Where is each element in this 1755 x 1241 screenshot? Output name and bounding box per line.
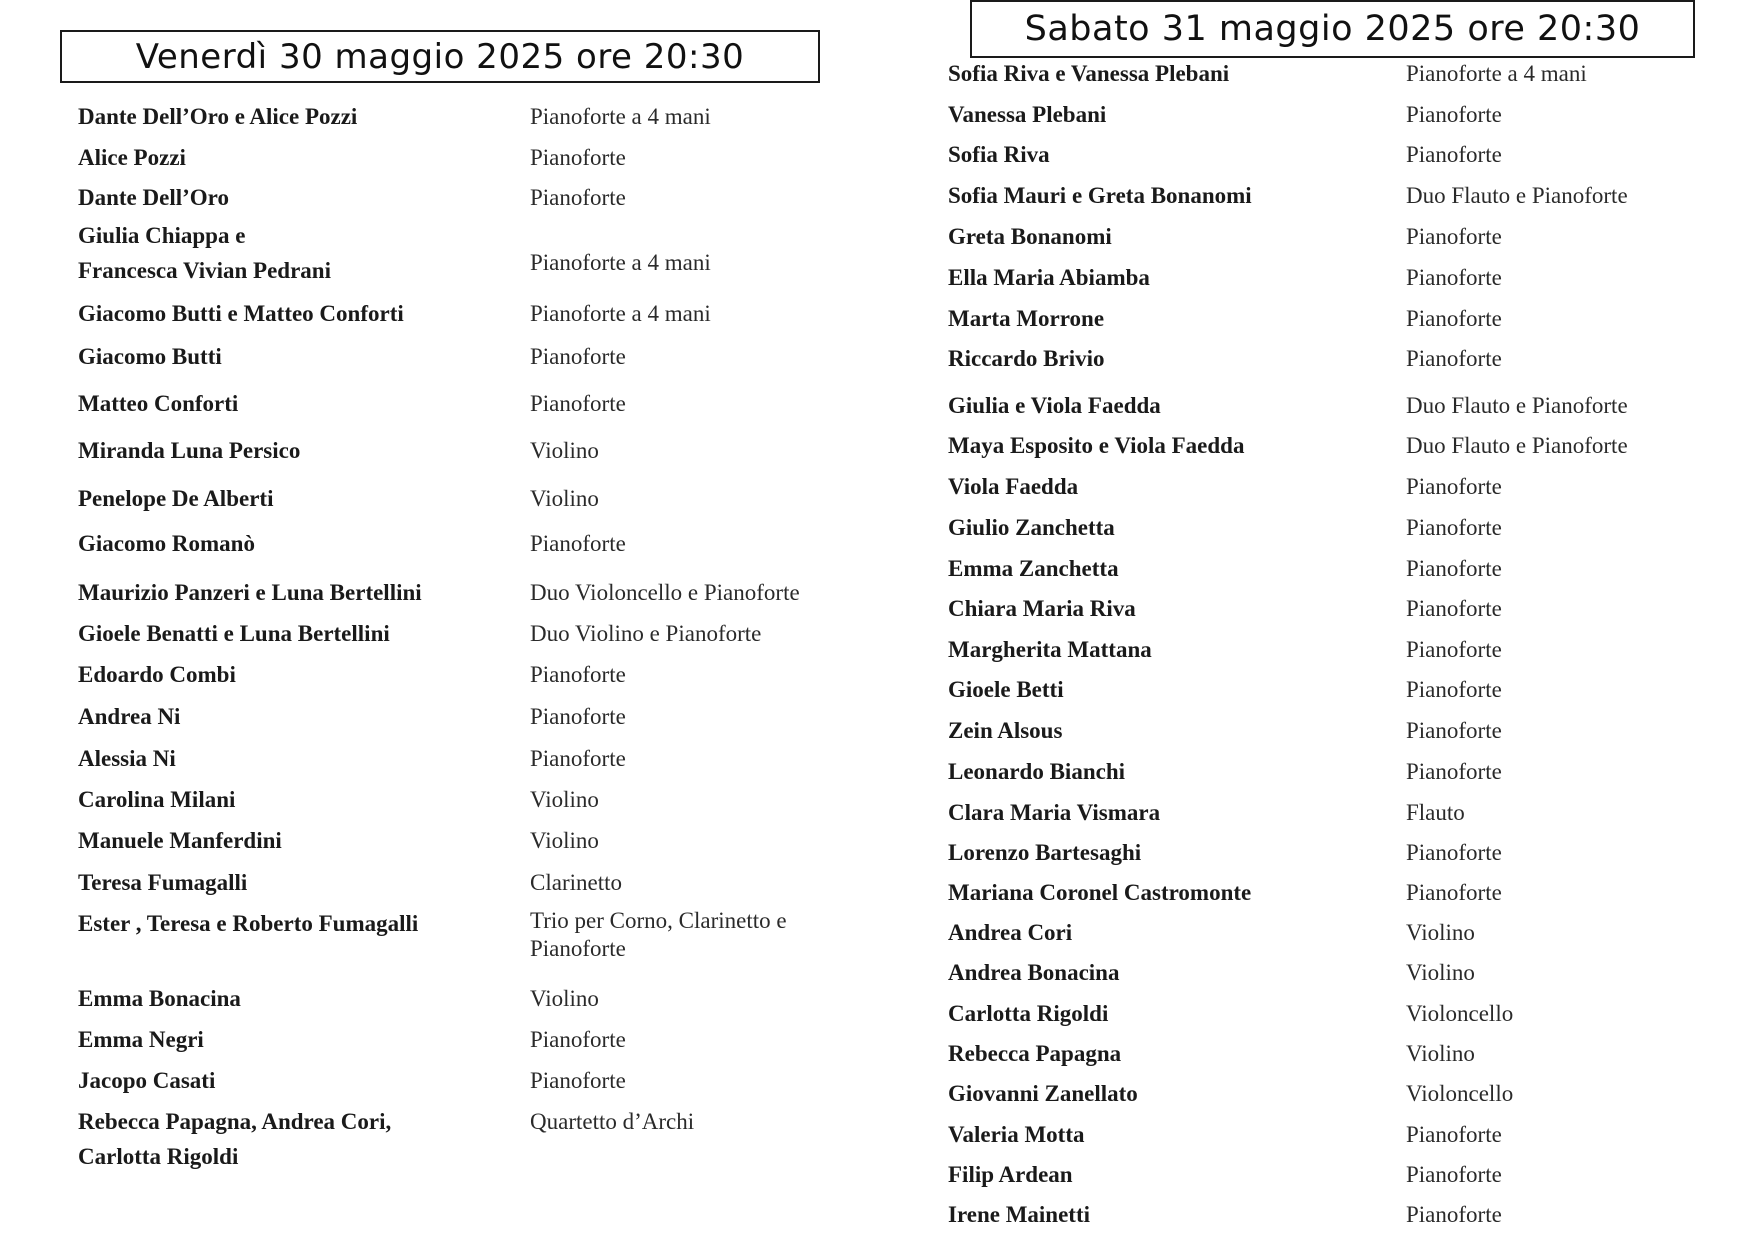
- instrument: Pianoforte: [530, 1027, 626, 1052]
- instrument: Duo Violino e Pianoforte: [530, 621, 762, 646]
- instrument: Pianoforte: [1406, 880, 1502, 905]
- performer-name: Teresa Fumagalli: [78, 870, 248, 895]
- instrument: Pianoforte: [1406, 306, 1502, 331]
- performer-name-line2: Francesca Vivian Pedrani: [78, 258, 331, 283]
- performer-name: Ella Maria Abiamba: [948, 265, 1150, 290]
- performer-name: Viola Faedda: [948, 474, 1079, 499]
- instrument: Pianoforte: [530, 185, 626, 210]
- performer-name: Alessia Ni: [78, 746, 176, 771]
- instrument: Pianoforte: [530, 746, 626, 771]
- instrument: Pianoforte: [1406, 1122, 1502, 1147]
- performer-name: Zein Alsous: [948, 718, 1063, 743]
- performer-name: Giulia e Viola Faedda: [948, 393, 1161, 418]
- instrument: Violino: [1406, 920, 1475, 945]
- performer-name: Dante Dell’Oro: [78, 185, 229, 210]
- instrument: Pianoforte: [530, 145, 626, 170]
- performer-name: Gioele Benatti e Luna Bertellini: [78, 621, 390, 646]
- performer-name: Leonardo Bianchi: [948, 759, 1126, 784]
- title-sabato: Sabato 31 maggio 2025 ore 20:30: [970, 0, 1695, 58]
- performer-name: Giulia Chiappa e: [78, 223, 246, 248]
- performer-name: Irene Mainetti: [948, 1202, 1091, 1227]
- instrument: Pianoforte: [1406, 596, 1502, 621]
- instrument: Pianoforte a 4 mani: [1406, 61, 1587, 86]
- performer-name: Emma Bonacina: [78, 986, 241, 1011]
- performer-name: Chiara Maria Riva: [948, 596, 1136, 621]
- performer-name: Clara Maria Vismara: [948, 800, 1161, 825]
- instrument: Clarinetto: [530, 870, 622, 895]
- performer-name: Riccardo Brivio: [948, 346, 1105, 371]
- performer-name: Emma Zanchetta: [948, 556, 1119, 581]
- instrument: Pianoforte: [1406, 637, 1502, 662]
- performer-name: Edoardo Combi: [78, 662, 236, 687]
- instrument: Violoncello: [1406, 1001, 1514, 1026]
- performer-name: Giulio Zanchetta: [948, 515, 1115, 540]
- instrument: Duo Flauto e Pianoforte: [1406, 393, 1628, 418]
- instrument: Pianoforte: [530, 391, 626, 416]
- instrument: Pianoforte: [1406, 1202, 1502, 1227]
- performer-name: Rebecca Papagna: [948, 1041, 1122, 1066]
- performer-name: Filip Ardean: [948, 1162, 1073, 1187]
- performer-name: Maurizio Panzeri e Luna Bertellini: [78, 580, 422, 605]
- performer-name: Gioele Betti: [948, 677, 1064, 702]
- instrument: Pianoforte: [1406, 677, 1502, 702]
- instrument: Pianoforte: [1406, 718, 1502, 743]
- instrument: Pianoforte: [1406, 346, 1502, 371]
- instrument: Pianoforte: [530, 704, 626, 729]
- instrument: Pianoforte a 4 mani: [530, 250, 711, 275]
- instrument: Pianoforte: [1406, 556, 1502, 581]
- performer-name: Dante Dell’Oro e Alice Pozzi: [78, 104, 358, 129]
- performer-name: Valeria Motta: [948, 1122, 1085, 1147]
- performer-name: Ester , Teresa e Roberto Fumagalli: [78, 911, 419, 936]
- instrument: Pianoforte: [1406, 224, 1502, 249]
- instrument: Pianoforte a 4 mani: [530, 104, 711, 129]
- performer-name: Matteo Conforti: [78, 391, 239, 416]
- instrument: Duo Flauto e Pianoforte: [1406, 183, 1628, 208]
- performer-name: Marta Morrone: [948, 306, 1105, 331]
- performer-name: Carolina Milani: [78, 787, 236, 812]
- performer-name: Giacomo Romanò: [78, 531, 255, 556]
- instrument: Violino: [1406, 1041, 1475, 1066]
- performer-name: Maya Esposito e Viola Faedda: [948, 433, 1245, 458]
- performer-name: Emma Negri: [78, 1027, 204, 1052]
- instrument: Pianoforte a 4 mani: [530, 301, 711, 326]
- instrument: Pianoforte: [1406, 840, 1502, 865]
- performer-name: Andrea Ni: [78, 704, 181, 729]
- performer-name: Miranda Luna Persico: [78, 438, 301, 463]
- instrument: Violino: [530, 986, 599, 1011]
- performer-name: Vanessa Plebani: [948, 102, 1107, 127]
- instrument: Quartetto d’Archi: [530, 1109, 695, 1134]
- performer-name: Giacomo Butti: [78, 344, 222, 369]
- performer-name-line2: Carlotta Rigoldi: [78, 1144, 239, 1169]
- performer-name: Penelope De Alberti: [78, 486, 274, 511]
- instrument: Pianoforte: [1406, 515, 1502, 540]
- performer-name: Alice Pozzi: [78, 145, 186, 170]
- instrument: Pianoforte: [1406, 142, 1502, 167]
- instrument: Flauto: [1406, 800, 1465, 825]
- performer-name: Giacomo Butti e Matteo Conforti: [78, 301, 404, 326]
- instrument: Pianoforte: [1406, 102, 1502, 127]
- instrument: Pianoforte: [1406, 474, 1502, 499]
- performer-name: Sofia Mauri e Greta Bonanomi: [948, 183, 1252, 208]
- performer-name: Sofia Riva: [948, 142, 1050, 167]
- instrument: Pianoforte: [1406, 759, 1502, 784]
- title-venerdi: Venerdì 30 maggio 2025 ore 20:30: [60, 30, 820, 83]
- performer-name: Lorenzo Bartesaghi: [948, 840, 1142, 865]
- instrument: Violino: [530, 486, 599, 511]
- performer-name: Mariana Coronel Castromonte: [948, 880, 1252, 905]
- performer-name: Sofia Riva e Vanessa Plebani: [948, 61, 1230, 86]
- instrument: Duo Violoncello e Pianoforte: [530, 580, 800, 605]
- instrument: Violino: [530, 438, 599, 463]
- performer-name: Andrea Cori: [948, 920, 1073, 945]
- instrument: Violino: [530, 828, 599, 853]
- instrument: Trio per Corno, Clarinetto e Pianoforte: [530, 908, 787, 961]
- performer-name: Jacopo Casati: [78, 1068, 216, 1093]
- performer-name: Giovanni Zanellato: [948, 1081, 1138, 1106]
- performer-name: Rebecca Papagna, Andrea Cori,: [78, 1109, 392, 1134]
- instrument: Violino: [530, 787, 599, 812]
- performer-name: Andrea Bonacina: [948, 960, 1120, 985]
- instrument: Pianoforte: [1406, 1162, 1502, 1187]
- instrument: Violino: [1406, 960, 1475, 985]
- instrument: Pianoforte: [530, 531, 626, 556]
- performer-name: Margherita Mattana: [948, 637, 1152, 662]
- instrument: Pianoforte: [1406, 265, 1502, 290]
- performer-name: Greta Bonanomi: [948, 224, 1112, 249]
- instrument: Pianoforte: [530, 1068, 626, 1093]
- instrument: Pianoforte: [530, 662, 626, 687]
- performer-name: Manuele Manferdini: [78, 828, 282, 853]
- instrument: Pianoforte: [530, 344, 626, 369]
- instrument: Duo Flauto e Pianoforte: [1406, 433, 1628, 458]
- instrument: Violoncello: [1406, 1081, 1514, 1106]
- performer-name: Carlotta Rigoldi: [948, 1001, 1109, 1026]
